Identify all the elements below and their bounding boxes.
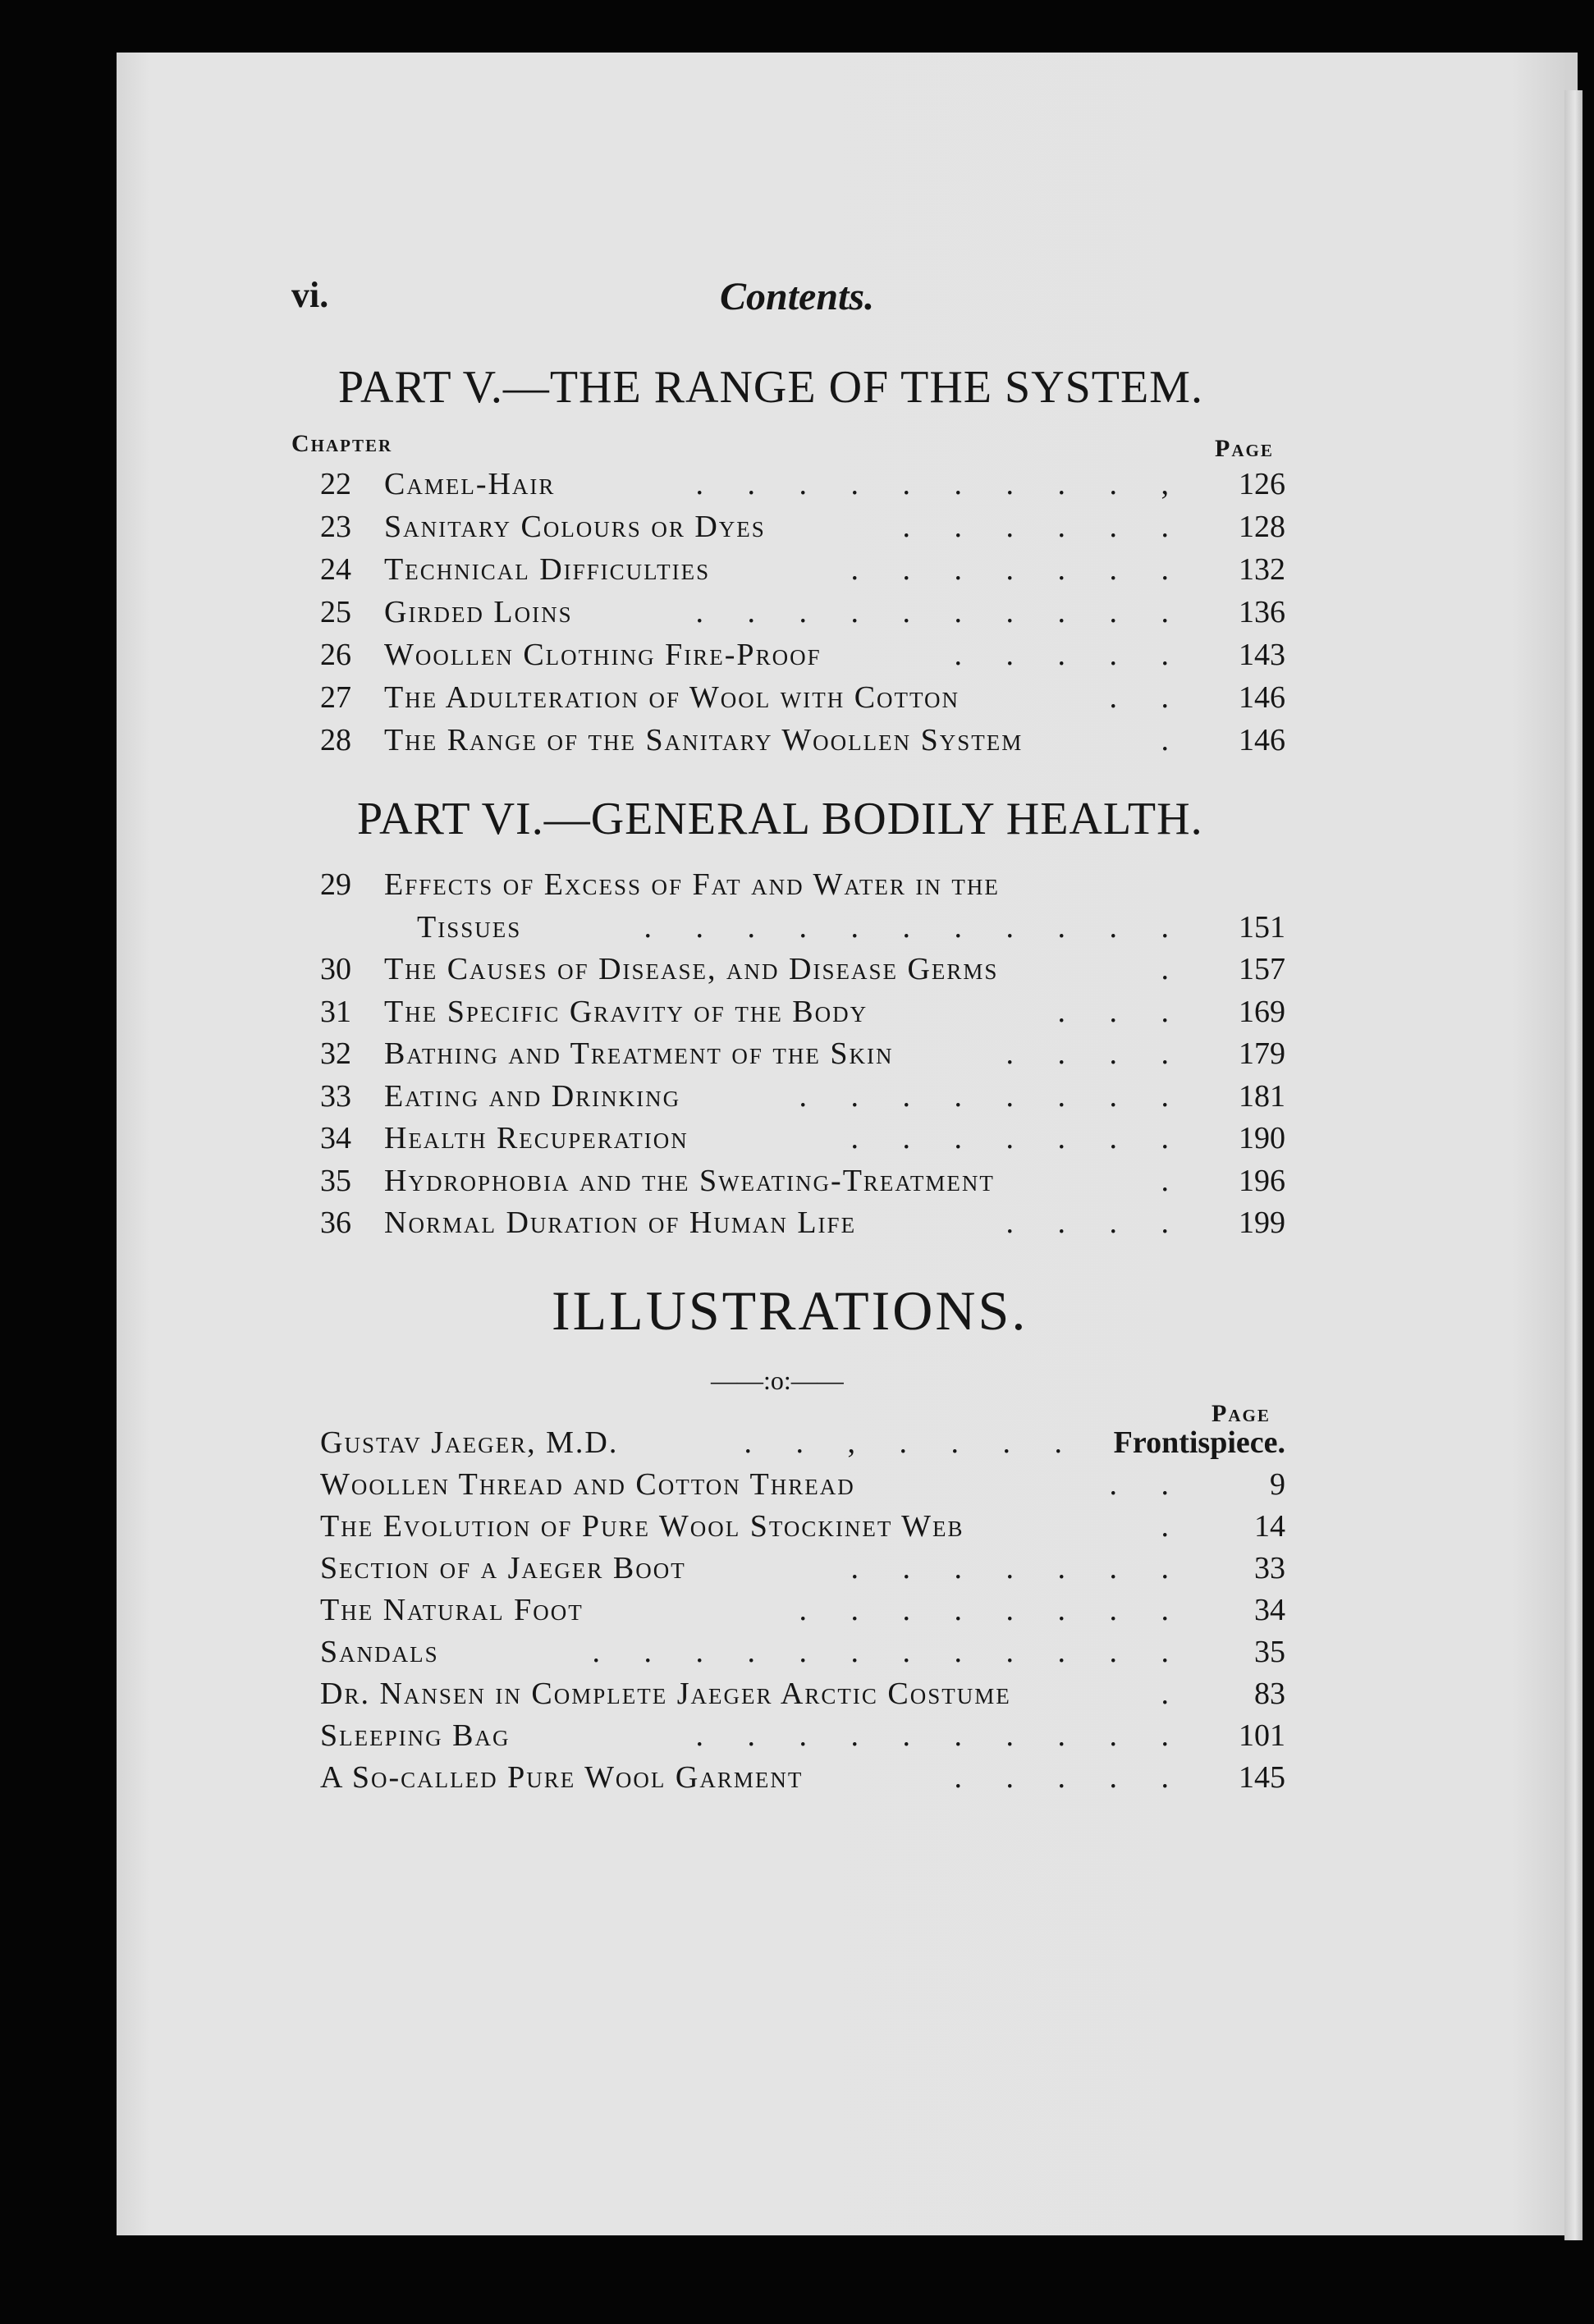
page-ref: 101 xyxy=(1239,1718,1285,1753)
page-ref: 136 xyxy=(1239,595,1285,629)
entry-title: Technical Difficulties xyxy=(384,552,711,587)
entry-title: Sandals xyxy=(320,1635,439,1669)
toc-entry xyxy=(320,909,1285,950)
page-ref: 34 xyxy=(1254,1593,1285,1627)
toc-entry xyxy=(320,1205,1285,1246)
dot-leader: . xyxy=(1161,1163,1187,1198)
toc-entry xyxy=(320,551,1285,592)
dot-leader: . . xyxy=(1109,1467,1187,1502)
toc-entry xyxy=(320,509,1285,550)
page-ref: 181 xyxy=(1239,1078,1285,1114)
page-ref: 35 xyxy=(1254,1635,1285,1669)
entry-title: Normal Duration of Human Life xyxy=(384,1205,857,1240)
toc-entry xyxy=(320,1120,1285,1161)
entry-title: The Range of the Sanitary Woollen System xyxy=(384,723,1024,757)
dot-leader: . . . . . . . . . , xyxy=(695,467,1187,501)
page-ref: 143 xyxy=(1239,638,1285,672)
illustration-entry xyxy=(320,1550,1285,1591)
entry-title: The Adulteration of Wool with Cotton xyxy=(384,680,960,715)
page-number: vi. xyxy=(291,275,329,315)
entry-title: Gustav Jaeger, M.D. xyxy=(320,1425,619,1460)
entry-title: A So-called Pure Wool Garment xyxy=(320,1760,804,1795)
dot-leader: . . . . xyxy=(1005,1205,1187,1240)
entry-title: The Natural Foot xyxy=(320,1593,584,1627)
dot-leader: . . . . . . . xyxy=(850,1121,1187,1155)
toc-entry xyxy=(320,994,1285,1035)
dot-leader: . . . . . . . . xyxy=(799,1078,1187,1114)
dot-leader: . . . . . . . xyxy=(850,1551,1187,1585)
entry-title: Dr. Nansen in Complete Jaeger Arctic Costume xyxy=(320,1677,1011,1711)
entry-title: Health Recuperation xyxy=(384,1121,689,1155)
page-ref: Frontispiece. xyxy=(1113,1425,1285,1460)
page-ref: 179 xyxy=(1239,1036,1285,1071)
chapter-number: 35 xyxy=(320,1163,351,1198)
page-ref: 14 xyxy=(1254,1509,1285,1544)
chapter-number: 23 xyxy=(320,510,351,544)
toc-entry xyxy=(320,1163,1285,1204)
dot-leader: . . . . . xyxy=(954,638,1187,672)
page-column-label: Page xyxy=(1215,435,1274,462)
dot-leader: . . . . . . xyxy=(902,510,1187,544)
chapter-number: 24 xyxy=(320,552,351,587)
entry-title: Girded Loins xyxy=(384,595,573,629)
entry-title: Camel-Hair xyxy=(384,467,556,501)
part-5-title: PART V.—THE RANGE OF THE SYSTEM. xyxy=(338,362,1203,413)
entry-title: Tissues xyxy=(417,909,522,945)
chapter-number: 26 xyxy=(320,638,351,672)
dot-leader: . . . . . . . xyxy=(850,552,1187,587)
page-ref: 145 xyxy=(1239,1760,1285,1795)
chapter-number: 28 xyxy=(320,723,351,757)
page-ref: 132 xyxy=(1239,552,1285,587)
page-ref: 9 xyxy=(1270,1467,1285,1502)
dot-leader: . . . . xyxy=(1005,1036,1187,1071)
chapter-number: 36 xyxy=(320,1205,351,1240)
part-6-title: PART VI.—GENERAL BODILY HEALTH. xyxy=(357,794,1203,844)
page-ref: 199 xyxy=(1239,1205,1285,1240)
page-ref: 157 xyxy=(1239,952,1285,986)
running-title: Contents. xyxy=(720,275,875,318)
illustration-entry xyxy=(320,1718,1285,1759)
toc-entry xyxy=(320,1036,1285,1077)
dot-leader: . . xyxy=(1109,680,1187,715)
page-ref: 190 xyxy=(1239,1121,1285,1155)
dot-leader: . . . . . . . . . . xyxy=(695,595,1187,629)
page-ref: 146 xyxy=(1239,680,1285,715)
page-ref: 196 xyxy=(1239,1163,1285,1198)
dot-leader: . . . . . . . . . . xyxy=(695,1718,1187,1753)
dot-leader: . . . . . . . . xyxy=(799,1593,1187,1627)
page-ref: 33 xyxy=(1254,1551,1285,1585)
toc-entry xyxy=(320,466,1285,507)
entry-title: Eating and Drinking xyxy=(384,1078,681,1114)
entry-title: Bathing and Treatment of the Skin xyxy=(384,1036,894,1071)
entry-title: The Causes of Disease, and Disease Germs xyxy=(384,952,999,986)
entry-title: Effects of Excess of Fat and Water in the xyxy=(384,867,1000,902)
entry-title: Hydrophobia and the Sweating-Treatment xyxy=(384,1163,995,1198)
dot-leader: . . . . . . . . . . . . xyxy=(592,1635,1187,1669)
illustration-entry xyxy=(320,1508,1285,1549)
chapter-number: 33 xyxy=(320,1078,351,1114)
toc-entry xyxy=(320,679,1285,721)
chapter-number: 29 xyxy=(320,867,351,902)
illustration-entry xyxy=(320,1592,1285,1633)
dot-leader: . . , . . . . xyxy=(744,1425,1080,1460)
page-ref: 146 xyxy=(1239,723,1285,757)
chapter-column-label: Chapter xyxy=(291,430,393,457)
chapter-number: 25 xyxy=(320,595,351,629)
entry-title: Woollen Thread and Cotton Thread xyxy=(320,1467,855,1502)
toc-entry xyxy=(320,637,1285,678)
page-edge xyxy=(1564,90,1583,2240)
illustrations-title: ILLUSTRATIONS. xyxy=(552,1279,1028,1342)
illustration-entry xyxy=(320,1676,1285,1717)
entry-title: Sanitary Colours or Dyes xyxy=(384,510,766,544)
entry-title: Woollen Clothing Fire-Proof xyxy=(384,638,822,672)
page-ref: 128 xyxy=(1239,510,1285,544)
illustration-entry xyxy=(320,1425,1285,1466)
dot-leader: . xyxy=(1161,1677,1187,1711)
entry-title: The Evolution of Pure Wool Stockinet Web xyxy=(320,1509,964,1544)
dot-leader: . . . . . . . . . . . xyxy=(644,909,1187,945)
toc-entry xyxy=(320,594,1285,635)
dot-leader: . xyxy=(1161,723,1187,757)
toc-entry xyxy=(320,1078,1285,1119)
chapter-number: 30 xyxy=(320,952,351,986)
dot-leader: . . . . . xyxy=(954,1760,1187,1795)
entry-title: Sleeping Bag xyxy=(320,1718,511,1753)
toc-entry xyxy=(320,951,1285,992)
page-ref: 126 xyxy=(1239,467,1285,501)
page-ref: 169 xyxy=(1239,994,1285,1029)
entry-title: The Specific Gravity of the Body xyxy=(384,994,868,1029)
chapter-number: 31 xyxy=(320,994,351,1029)
toc-entry xyxy=(320,722,1285,763)
illustration-entry xyxy=(320,1634,1285,1675)
entry-title: Section of a Jaeger Boot xyxy=(320,1551,686,1585)
dot-leader: . xyxy=(1161,952,1187,986)
illustrations-page-label: Page xyxy=(1212,1400,1271,1427)
illustration-entry xyxy=(320,1466,1285,1507)
chapter-number: 32 xyxy=(320,1036,351,1071)
page-ref: 83 xyxy=(1254,1677,1285,1711)
chapter-number: 34 xyxy=(320,1121,351,1155)
chapter-number: 22 xyxy=(320,467,351,501)
page-ref: 151 xyxy=(1239,909,1285,945)
toc-entry xyxy=(320,867,1285,908)
ornamental-divider: ——:o:—— xyxy=(711,1366,844,1395)
chapter-number: 27 xyxy=(320,680,351,715)
dot-leader: . . . xyxy=(1057,994,1187,1029)
dot-leader: . xyxy=(1161,1509,1187,1544)
illustration-entry xyxy=(320,1759,1285,1800)
